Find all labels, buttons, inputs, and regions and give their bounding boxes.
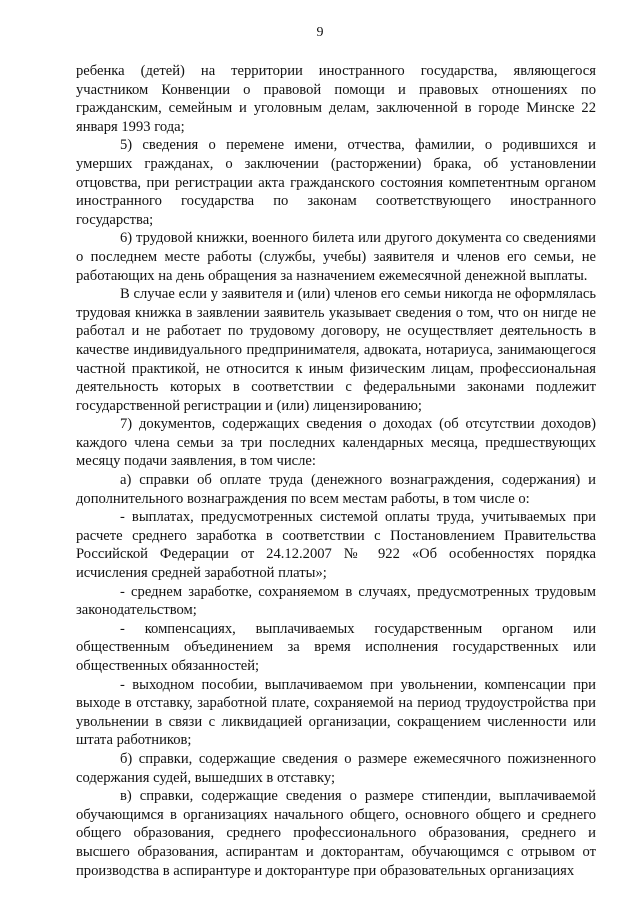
paragraph-no-work-book: В случае если у заявителя и (или) членов его семьи никогда не оформлялась трудовая книжка в заявлении заявитель указывает сведения о том, что он нигде не работал и не работает по трудовому договору, не осуществляет деятельность в качестве индивидуального предпринимателя, адвоката, нотариуса, занимающегося частной практикой, не относится к иным физическим лицам, профессиональная деятельность которых в соответствии с федеральными законами подлежит государственной регистрации и (или) лицензированию; <box>76 286 596 414</box>
page-number: 9 <box>316 25 324 40</box>
paragraph-bullet-severance: - выходном пособии, выплачиваемом при увольнении, компенсации при выходе в отставку, заработной плате, сохраняемой на период трудоустройства при увольнении в связи с ликвидацией организации, сокращением численности или штата работников; <box>76 676 596 749</box>
paragraph-item-6: 6) трудовой книжки, военного билета или другого документа со сведениями о последнем месте работы (службы, учебы) заявителя и членов его семьи, не работающих на день обращения за назначением ежемесячной денежной выплаты. <box>76 230 596 284</box>
paragraph-item-7: 7) документов, содержащих сведения о доходах (об отсутствии доходов) каждого члена семьи за три последних календарных месяца, предшествующих месяцу подачи заявления, в том числе: <box>76 416 596 470</box>
paragraph-bullet-average-earnings: - среднем заработке, сохраняемом в случаях, предусмотренных трудовым законодательством; <box>76 583 596 619</box>
paragraph-item-7a: а) справки об оплате труда (денежного вознаграждения, содержания) и дополнительного вознаграждения по всем местам работы, в том числе о: <box>76 472 596 507</box>
paragraph-bullet-compensations: - компенсациях, выплачиваемых государственным органом или общественным объединением за время исполнения государственных или общественных обязанностей; <box>76 620 596 674</box>
paragraph-item-7v: в) справки, содержащие сведения о размере стипендии, выплачиваемой обучающимся в организациях начального общего, основного общего и среднего общего образования, среднего профессионального образования, среднего и высшего образования, аспирантам и докторантам, обучающимся с отрывом от производства в аспирантуре и докторантуре при образовательных организациях <box>76 788 596 879</box>
paragraph-bullet-payments: - выплатах, предусмотренных системой оплаты труда, учитываемых при расчете среднего заработка в соответствии с Постановлением Правительства Российской Федерации от 24.12.2007 № 922 «Об особенностях порядка исчисления средней заработной платы»; <box>76 509 596 582</box>
paragraph-item-7b: б) справки, содержащие сведения о размере ежемесячного пожизненного содержания судей, вышедших в отставку; <box>76 750 596 786</box>
paragraph-continuation: ребенка (детей) на территории иностранного государства, являющегося участником Конвенции о правовой помощи и правовых отношениях по гражданским, семейным и уголовным делам, заключенной в городе Минске 22 января 1993 года; <box>76 63 596 135</box>
paragraph-item-5: 5) сведения о перемене имени, отчества, фамилии, о родившихся и умерших гражданах, о заключении (расторжении) брака, об установлении отцовства, при регистрации акта гражданского состояния компетентным органом иностранного государства по законам соответствующего иностранного государства; <box>76 137 596 228</box>
document-body <box>76 62 596 880</box>
